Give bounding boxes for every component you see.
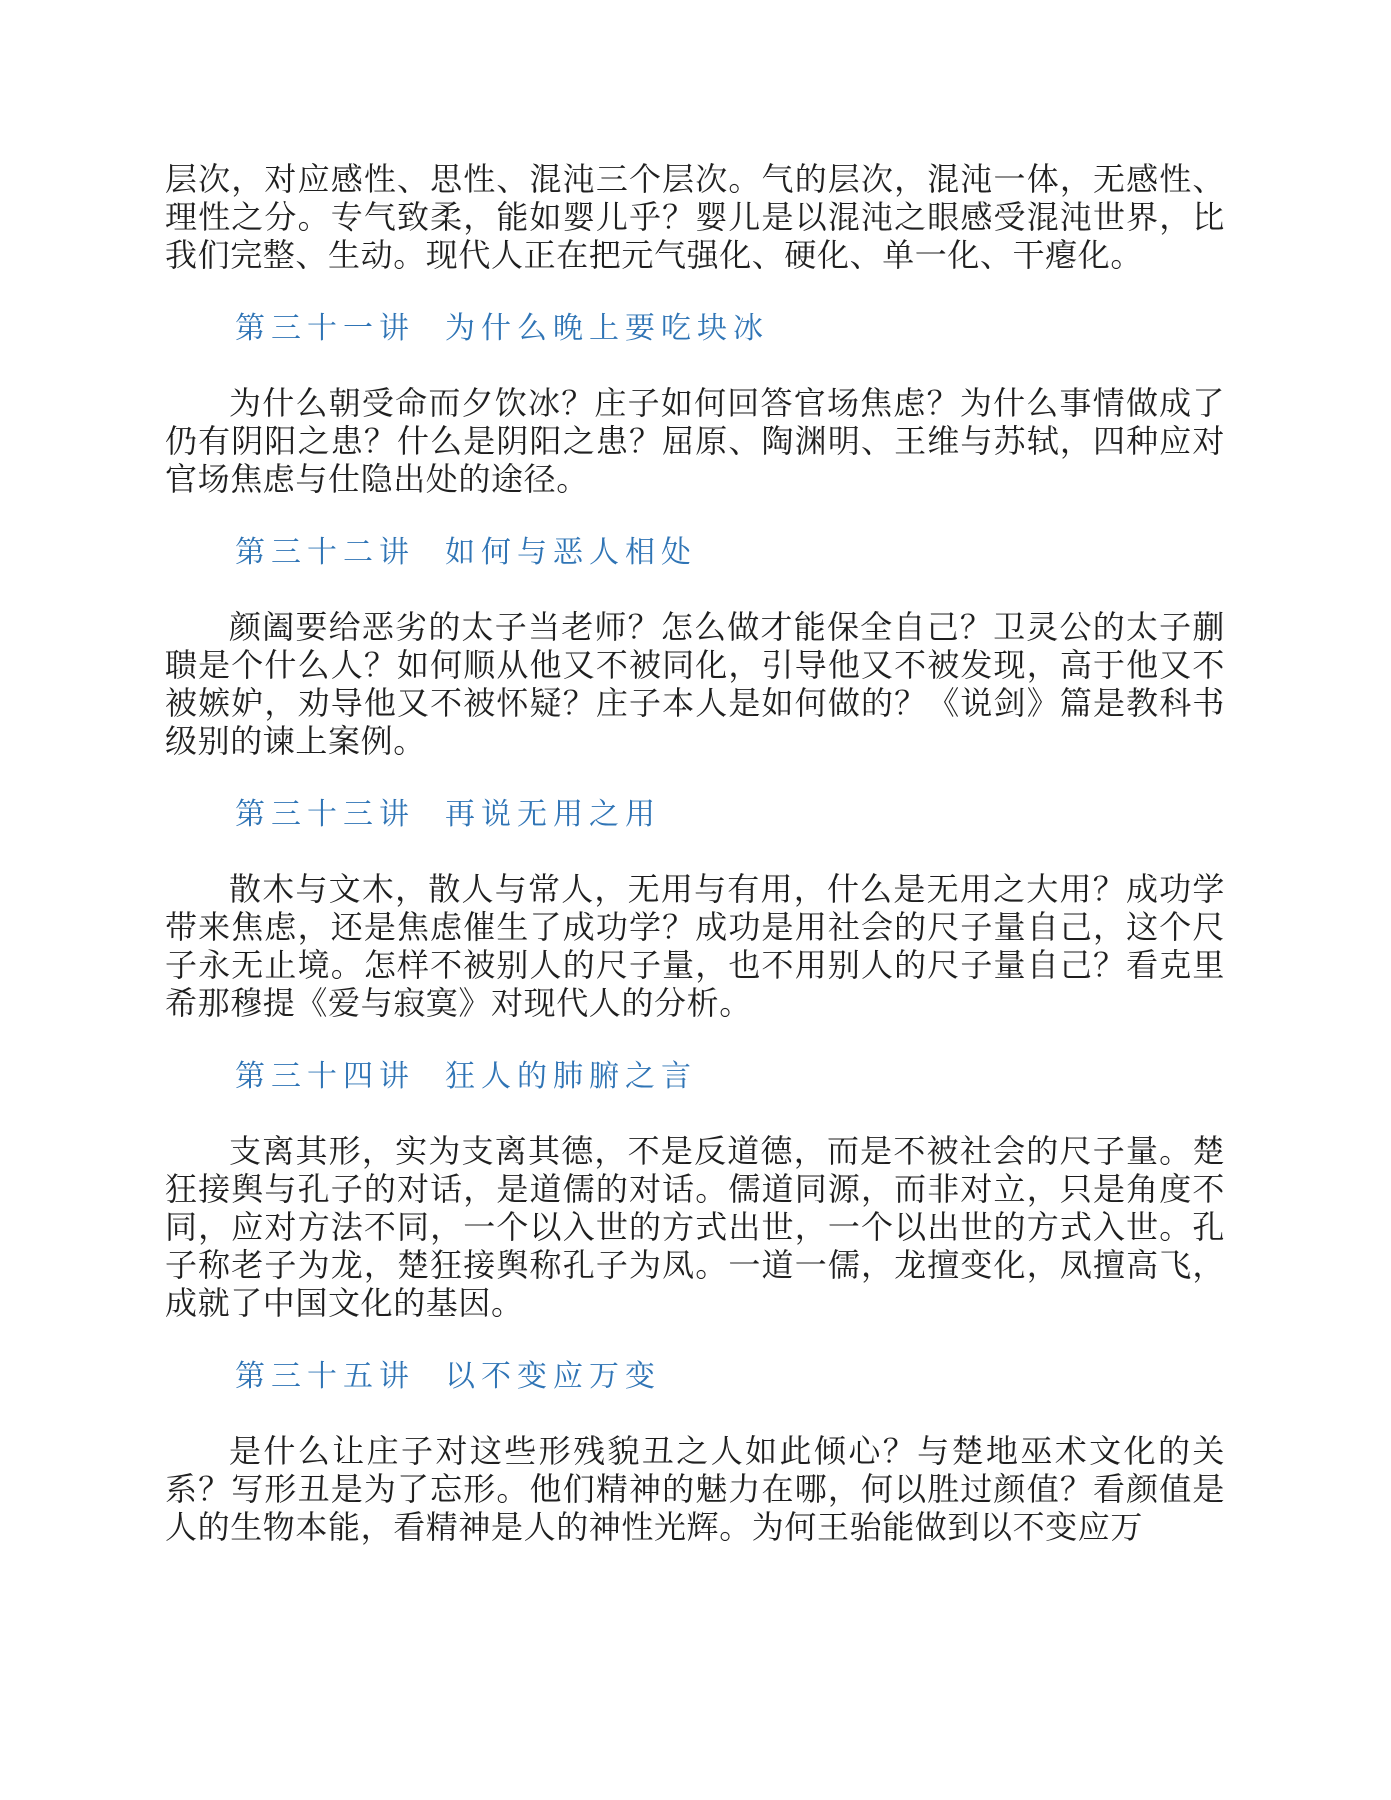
lecture-title: 狂人的肺腑之言 <box>445 1059 697 1094</box>
lecture-title: 再说无用之用 <box>445 797 661 832</box>
lecture-title: 为什么晚上要吃块冰 <box>445 311 769 346</box>
lecture-heading-34 <box>165 1058 1225 1096</box>
lecture-number: 第三十五讲 <box>235 1359 415 1394</box>
intro-paragraph: 层次，对应感性、思性、混沌三个层次。气的层次，混沌一体，无感性、理性之分。专气致柔，能如婴儿乎？婴儿是以混沌之眼感受混沌世界，比我们完整、生动。现代人正在把元气强化、硬化、单一化、干瘪化。 <box>165 160 1225 274</box>
lecture-heading-31 <box>165 310 1225 348</box>
lecture-number: 第三十二讲 <box>235 535 415 570</box>
document-content <box>165 160 1225 1546</box>
lecture-heading-35 <box>165 1358 1225 1396</box>
lecture-body-32: 颜阖要给恶劣的太子当老师？怎么做才能保全自己？卫灵公的太子蒯聩是个什么人？如何顺从他又不被同化，引导他又不被发现，高于他又不被嫉妒，劝导他又不被怀疑？庄子本人是如何做的？《说剑》篇是教科书级别的谏上案例。 <box>165 608 1225 760</box>
lecture-heading-32 <box>165 534 1225 572</box>
lecture-title: 以不变应万变 <box>445 1359 661 1394</box>
lecture-heading-33 <box>165 796 1225 834</box>
lecture-body-35: 是什么让庄子对这些形残貌丑之人如此倾心？与楚地巫术文化的关系？写形丑是为了忘形。他们精神的魅力在哪，何以胜过颜值？看颜值是人的生物本能，看精神是人的神性光辉。为何王骀能做到以不变应万 <box>165 1432 1225 1546</box>
lecture-body-34: 支离其形，实为支离其德，不是反道德，而是不被社会的尺子量。楚狂接舆与孔子的对话，是道儒的对话。儒道同源，而非对立，只是角度不同，应对方法不同，一个以入世的方式出世，一个以出世的方式入世。孔子称老子为龙，楚狂接舆称孔子为凤。一道一儒，龙擅变化，凤擅高飞，成就了中国文化的基因。 <box>165 1132 1225 1322</box>
lecture-body-31: 为什么朝受命而夕饮冰？庄子如何回答官场焦虑？为什么事情做成了仍有阴阳之患？什么是阴阳之患？屈原、陶渊明、王维与苏轼，四种应对官场焦虑与仕隐出处的途径。 <box>165 384 1225 498</box>
lecture-number: 第三十四讲 <box>235 1059 415 1094</box>
lecture-number: 第三十三讲 <box>235 797 415 832</box>
lecture-number: 第三十一讲 <box>235 311 415 346</box>
lecture-title: 如何与恶人相处 <box>445 535 697 570</box>
lecture-body-33: 散木与文木，散人与常人，无用与有用，什么是无用之大用？成功学带来焦虑，还是焦虑催生了成功学？成功是用社会的尺子量自己，这个尺子永无止境。怎样不被别人的尺子量，也不用别人的尺子量自己？看克里希那穆提《爱与寂寞》对现代人的分析。 <box>165 870 1225 1022</box>
